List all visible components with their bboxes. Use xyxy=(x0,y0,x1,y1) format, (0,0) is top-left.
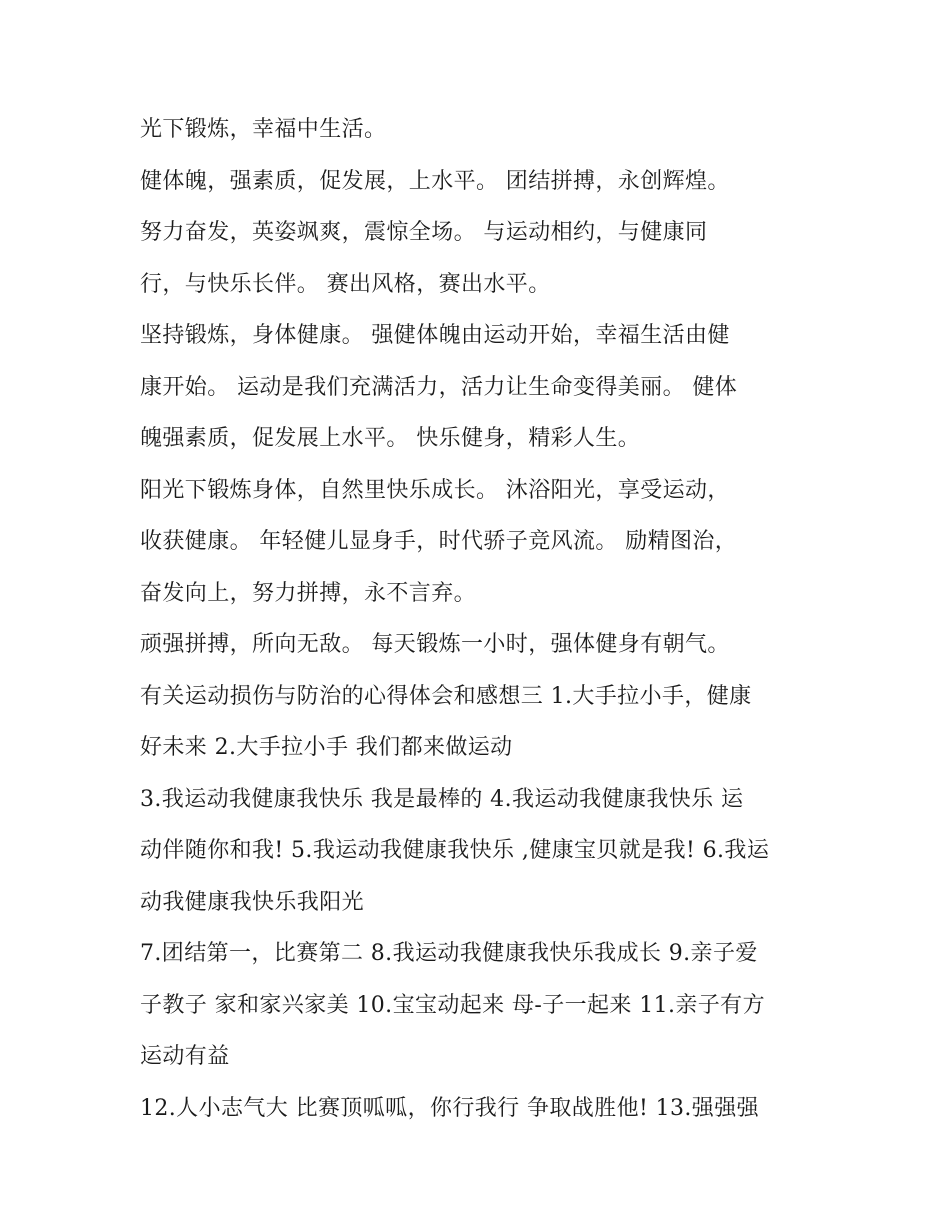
text-line: 阳光下锻炼身体，自然里快乐成长。 沐浴阳光，享受运动， xyxy=(140,477,730,503)
text-line: 动我健康我快乐我阳光 xyxy=(140,889,365,915)
document-body xyxy=(140,104,820,1134)
text-line: 顽强拼搏，所向无敌。 每天锻炼一小时，强体健身有朝气。 xyxy=(140,632,730,657)
text-line: 光下锻炼，幸福中生活。 xyxy=(140,117,387,142)
text-line: 有关运动损伤与防治的心得体会和感想三 1.大手拉小手，健康 xyxy=(140,683,752,709)
text-line: 收获健康。 年轻健儿显身手，时代骄子竞风流。 励精图治， xyxy=(140,529,738,554)
text-line: 努力奋发，英姿飒爽，震惊全场。 与运动相约，与健康同 xyxy=(140,220,708,245)
text-line: 子教子 家和家兴家美 10.宝宝动起来 母-子一起来 11.亲子有方 xyxy=(140,992,765,1018)
text-line: 运动有益 xyxy=(140,1044,230,1069)
text-line: 健体魄，强素质，促发展，上水平。 团结拼搏，永创辉煌。 xyxy=(140,168,730,194)
text-line: 行，与快乐长伴。 赛出风格，赛出水平。 xyxy=(140,271,551,297)
text-line: 魄强素质，促发展上水平。 快乐健身，精彩人生。 xyxy=(140,426,641,451)
text-line: 3.我运动我健康我快乐 我是最棒的 4.我运动我健康我快乐 运 xyxy=(140,786,744,812)
text-line: 12.人小志气大 比赛顶呱呱，你行我行 争取战胜他! 13.强强强 xyxy=(140,1095,759,1121)
text-line: 好未来 2.大手拉小手 我们都来做运动 xyxy=(140,735,513,760)
text-line: 坚持锻炼，身体健康。 强健体魄由运动开始，幸福生活由健 xyxy=(140,323,730,348)
text-line: 奋发向上，努力拼搏，永不言弃。 xyxy=(140,580,477,606)
text-line: 康开始。 运动是我们充满活力，活力让生命变得美丽。 健体 xyxy=(140,374,738,400)
text-line: 7.团结第一，比赛第二 8.我运动我健康我快乐我成长 9.亲子爱 xyxy=(140,941,758,966)
text-line: 动伴随你和我! 5.我运动我健康我快乐 ,健康宝贝就是我! 6.我运 xyxy=(140,838,770,863)
